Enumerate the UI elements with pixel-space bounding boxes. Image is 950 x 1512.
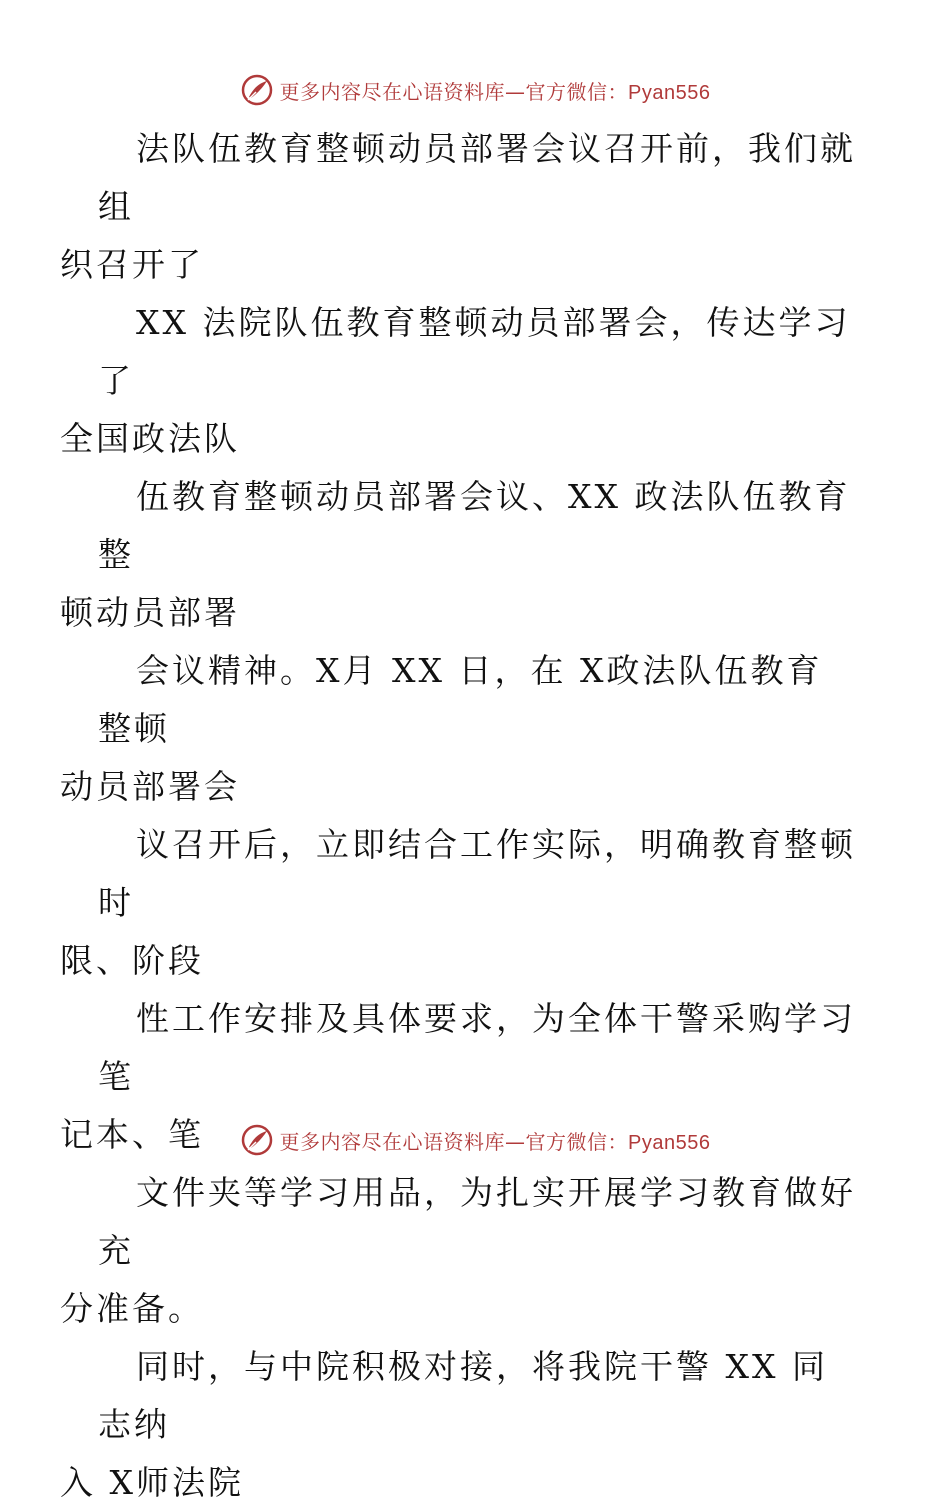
feather-logo-icon bbox=[240, 1123, 274, 1157]
paragraph-5: 议召开后，立即结合工作实际，明确教育整顿时 限、阶段 bbox=[60, 825, 856, 980]
paragraph-2: XX 法院队伍教育整顿动员部署会，传达学习了 全国政法队 bbox=[60, 303, 851, 458]
header-watermark-handle: Pyan556 bbox=[628, 81, 711, 104]
footer-watermark bbox=[0, 1120, 950, 1160]
paragraph-8: 同时，与中院积极对接，将我院干警 XX 同志纳 入 X师法院 bbox=[60, 1347, 828, 1502]
header-watermark-text: 更多内容尽在心语资料库—官方微信：Pyan556 bbox=[279, 79, 711, 104]
paragraph-3: 伍教育整顿动员部署会议、XX 政法队伍教育整 顿动员部署 bbox=[60, 477, 851, 632]
footer-watermark-handle: Pyan556 bbox=[628, 1131, 711, 1154]
paragraph-4: 会议精神。X月 XX 日，在 X政法队伍教育整顿 动员部署会 bbox=[60, 651, 823, 806]
paragraph-7: 文件夹等学习用品，为扎实开展学习教育做好充 分准备。 bbox=[60, 1173, 856, 1328]
footer-watermark-text: 更多内容尽在心语资料库—官方微信：Pyan556 bbox=[279, 1129, 711, 1154]
paragraph-6: 性工作安排及具体要求，为全体干警采购学习笔 记本、笔 bbox=[60, 999, 856, 1154]
header-watermark bbox=[0, 70, 950, 110]
document-body bbox=[60, 120, 858, 1512]
feather-logo-icon bbox=[240, 73, 274, 107]
paragraph-1: 法队伍教育整顿动员部署会议召开前，我们就组 织召开了 bbox=[60, 129, 856, 284]
